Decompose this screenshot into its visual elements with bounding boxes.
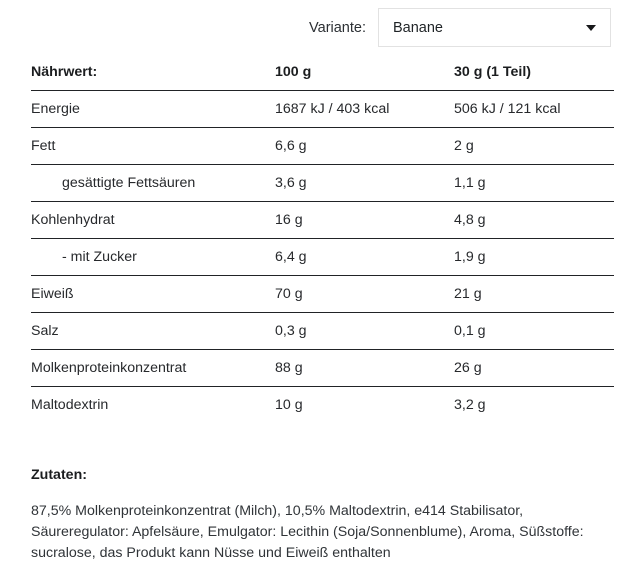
row-nutrient-name: Fett xyxy=(31,127,275,164)
row-nutrient-name: Maltodextrin xyxy=(31,386,275,423)
row-value-serving: 21 g xyxy=(454,275,614,312)
header-per-serving: 30 g (1 Teil) xyxy=(454,63,531,80)
row-value-100g: 6,6 g xyxy=(275,127,454,164)
row-nutrient-name: gesättigte Fettsäuren xyxy=(31,164,275,201)
table-body xyxy=(31,90,614,423)
ingredients-section xyxy=(0,467,642,564)
table-row xyxy=(31,201,614,238)
variant-selected-value: Banane xyxy=(393,19,443,36)
header-nutrient: Nährwert: xyxy=(31,63,98,80)
row-value-100g: 0,3 g xyxy=(275,312,454,349)
row-value-serving: 1,1 g xyxy=(454,164,614,201)
row-value-serving: 1,9 g xyxy=(454,238,614,275)
header-per-100g: 100 g xyxy=(275,63,312,80)
ingredients-title: Zutaten: xyxy=(31,467,87,483)
nutrition-table-wrapper xyxy=(0,54,642,423)
table-header-row xyxy=(31,54,614,90)
row-value-serving: 26 g xyxy=(454,349,614,386)
row-value-100g: 1687 kJ / 403 kcal xyxy=(275,90,454,127)
row-value-100g: 3,6 g xyxy=(275,164,454,201)
table-row xyxy=(31,312,614,349)
row-nutrient-name: Salz xyxy=(31,312,275,349)
row-nutrient-name: Kohlenhydrat xyxy=(31,201,275,238)
nutrition-table xyxy=(31,54,614,423)
row-nutrient-name: - mit Zucker xyxy=(31,238,275,275)
row-value-serving: 506 kJ / 121 kcal xyxy=(454,90,614,127)
table-row xyxy=(31,275,614,312)
variant-selector-row xyxy=(0,0,642,48)
chevron-down-icon xyxy=(586,25,596,31)
row-value-serving: 0,1 g xyxy=(454,312,614,349)
table-row xyxy=(31,90,614,127)
variant-label: Variante: xyxy=(309,19,366,36)
row-value-serving: 4,8 g xyxy=(454,201,614,238)
row-nutrient-name: Molkenproteinkonzentrat xyxy=(31,349,275,386)
table-row xyxy=(31,127,614,164)
row-nutrient-name: Energie xyxy=(31,90,275,127)
table-row xyxy=(31,238,614,275)
row-value-100g: 10 g xyxy=(275,386,454,423)
row-value-100g: 6,4 g xyxy=(275,238,454,275)
table-row xyxy=(31,349,614,386)
variant-dropdown[interactable] xyxy=(378,8,611,47)
row-value-100g: 70 g xyxy=(275,275,454,312)
ingredients-text: 87,5% Molkenproteinkonzentrat (Milch), 10,5% Maltodextrin, e414 Stabilisator, Säureregulator: Apfelsäure, Emulgator: Lecithin (Soja/Sonnenblume), Aroma, Süßstoffe: sucralose, das Produkt kann Nüsse und Eiweiß enthalten xyxy=(31,503,584,561)
table-row xyxy=(31,164,614,201)
row-value-100g: 16 g xyxy=(275,201,454,238)
table-row xyxy=(31,386,614,423)
table-header xyxy=(31,54,614,90)
row-value-serving: 2 g xyxy=(454,127,614,164)
row-value-serving: 3,2 g xyxy=(454,386,614,423)
row-nutrient-name: Eiweiß xyxy=(31,275,275,312)
row-value-100g: 88 g xyxy=(275,349,454,386)
